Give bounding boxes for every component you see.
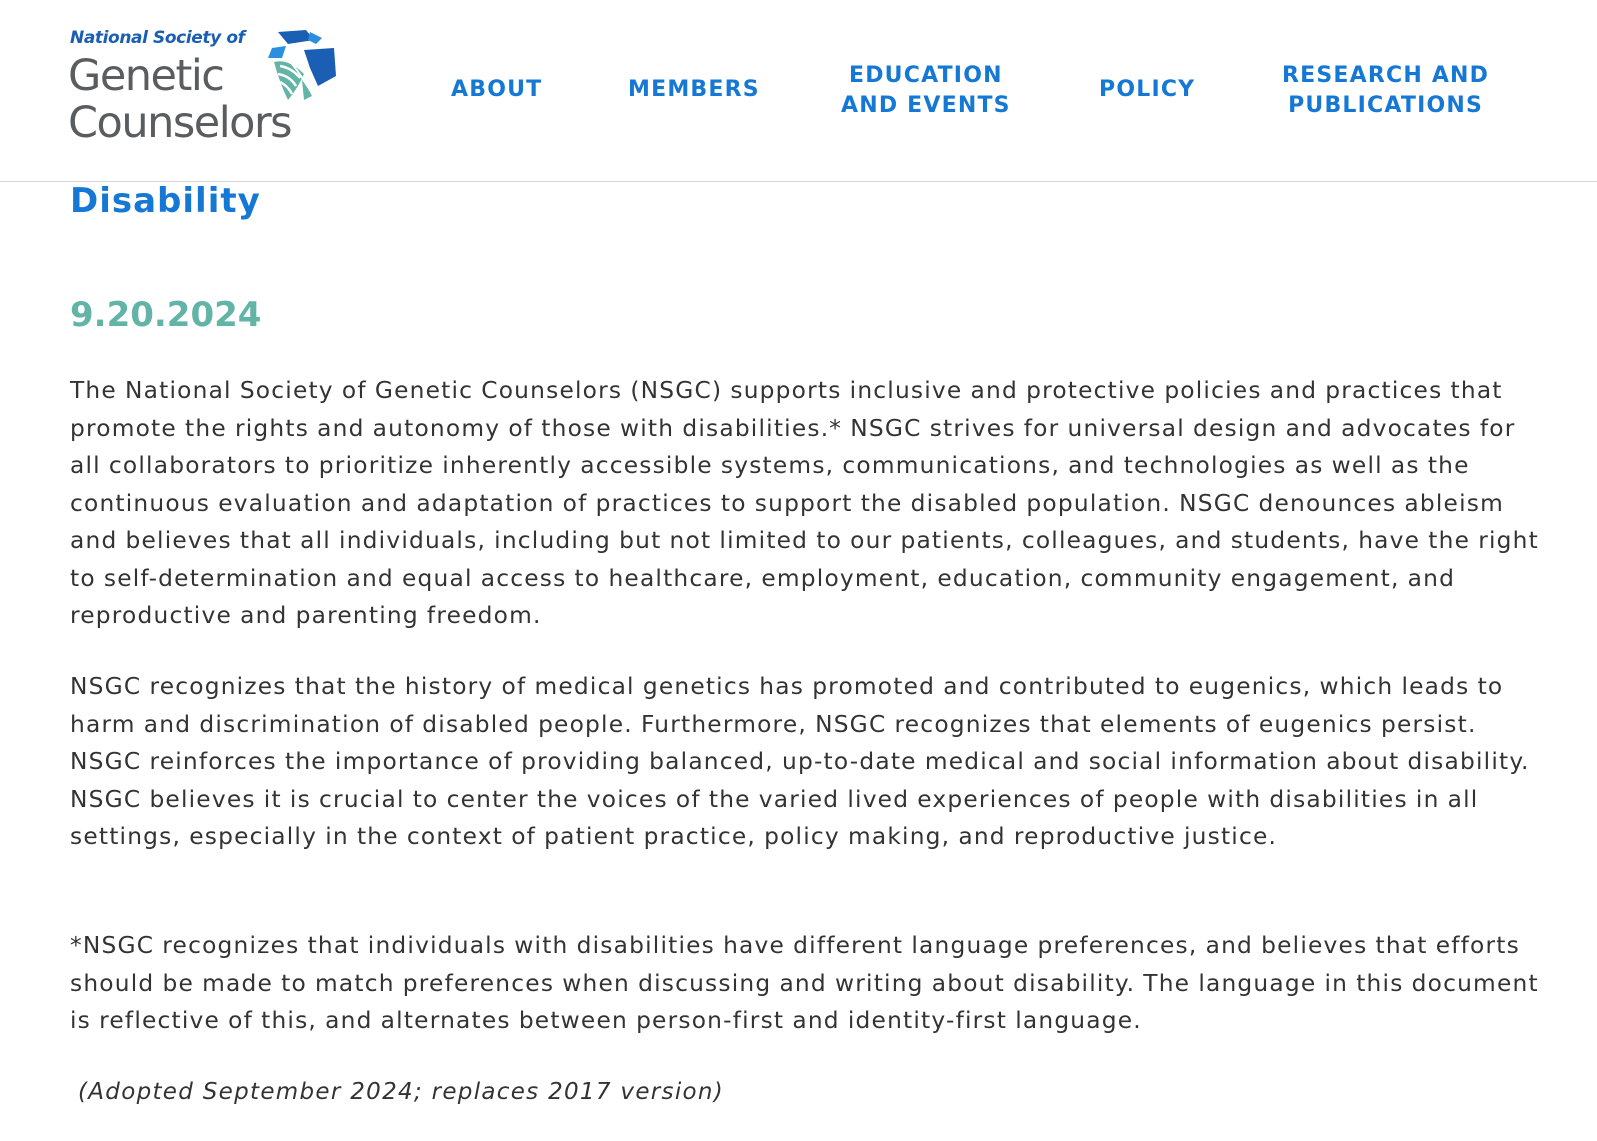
logo-top-text: National Society of: [70, 28, 245, 48]
main-navigation: [0, 0, 1597, 181]
nav-policy[interactable]: POLICY: [1099, 77, 1196, 102]
statement-paragraph-2: NSGC recognizes that the history of medical genetics has promoted and contributed to eugenics, which leads to harm and discrimination of disabled people. Furthermore, NSGC recognizes that elements of eugenics persist. NSGC reinforces the importance of providing balanced, up-to-date medical and social information about disability. NSGC believes it is crucial to center the voices of the varied lived experiences of people with disabilities in all settings, especially in the context of patient practice, policy making, and reproductive justice.: [70, 673, 1530, 850]
statement-paragraph-1: The National Society of Genetic Counselors (NSGC) supports inclusive and protective policies and practices that promote the rights and autonomy of those with disabilities.* NSGC strives for universal design and advocates for all collaborators to prioritize inherently accessible systems, communications, and technologies as well as the continuous evaluation and adaptation of practices to support the disabled population. NSGC denounces ableism and believes that all individuals, including but not limited to our patients, colleagues, and students, have the right to self-determination and equal access to healthcare, employment, education, community engagement, and reproductive and parenting freedom.: [70, 377, 1539, 629]
nav-about[interactable]: ABOUT: [451, 77, 543, 102]
site-header: [0, 0, 1597, 182]
nav-education-line1: EDUCATION: [848, 63, 1003, 88]
nav-research-and-publications[interactable]: [1282, 61, 1489, 121]
nav-education-line2: AND EVENTS: [841, 93, 1011, 118]
publish-date: 9.20.2024: [70, 295, 262, 335]
nav-members[interactable]: MEMBERS: [628, 77, 760, 102]
logo-line-genetic: Genetic: [68, 51, 224, 101]
nav-education-and-events[interactable]: [841, 61, 1011, 121]
nav-research-line1: RESEARCH AND: [1282, 63, 1490, 88]
adopted-note: (Adopted September 2024; replaces 2017 version): [78, 1079, 725, 1105]
statement-paragraph-3: *NSGC recognizes that individuals with disabilities have different language preferences, and believes that efforts should be made to match preferences when discussing and writing about disability. The language in this document is reflective of this, and alternates between person-first and identity-first language.: [70, 932, 1539, 1034]
page-title: Disability: [70, 181, 261, 221]
logo-line-counselors: Counselors: [68, 98, 292, 148]
nav-research-line2: PUBLICATIONS: [1288, 93, 1484, 118]
